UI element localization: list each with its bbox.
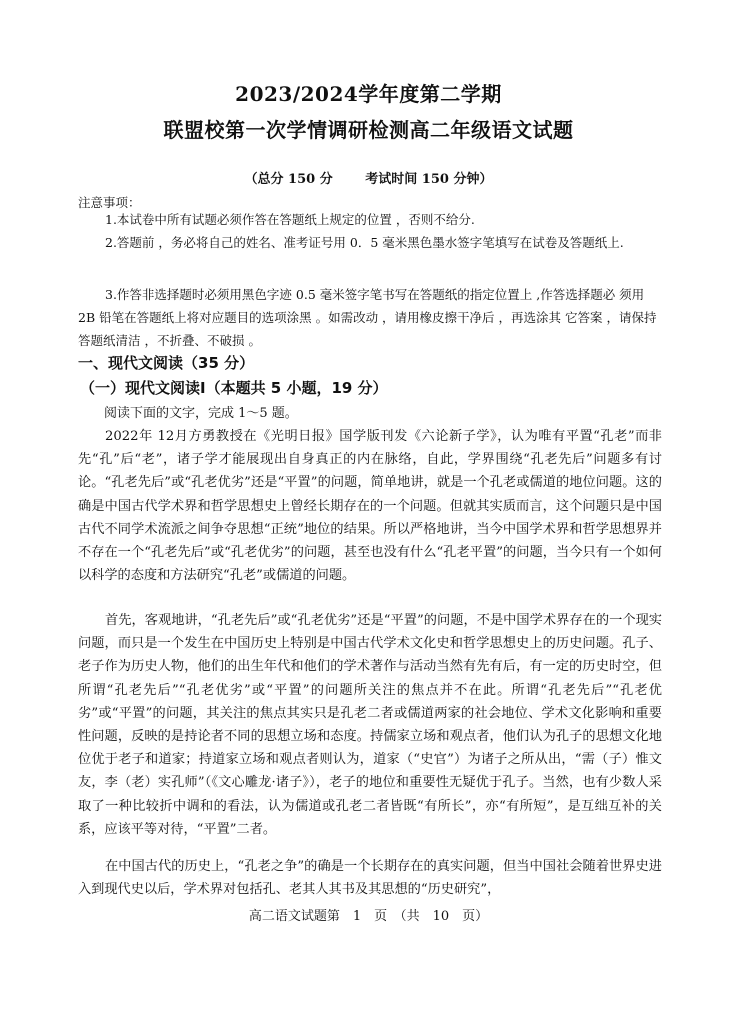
exam-title-line2: 联盟校第一次学情调研检测高二年级语文试题 xyxy=(163,118,574,142)
note-item: 3.作答非选择题时必须用黑色字迹 0.5 毫米签字笔书写在答题纸的指定位置上 ,作答选择题必 须用 2B 铅笔在答题纸上将对应题目的选项涂黑 。如需改动 ，请用橡皮擦干净后 ，再选涂其 它答案 ，请保持答题纸清洁 ，不折叠、不破损 。 xyxy=(78,287,657,348)
passage-paragraph: 2022年 12月方勇教授在《光明日报》国学版刊发《六论新子学》，认为唯有平置“孔老”而非先“孔”后“老”，诸子学才能展现出自身真正的内在脉络，自此，学界围绕“孔老先后”问题多有讨论。“孔老先后”或“孔老优劣”还是“平置”的问题，简单地讲，就是一个孔老或儒道的地位问题。这的确是中国古代学术界和哲学思想史上曾经长期存在的一个问题。但就其实质而言，这个问题只是中国古代不同学术流派之间争夺思想“正统”地位的结果。所以严格地讲，当今中国学术界和哲学思想界并不存在一个“孔老先后”或“孔老优劣”的问题，甚至也没有什么“孔老平置”的问题，当今只有一个如何以科学的态度和方法研究“孔老”或儒道的问题。 xyxy=(78,429,662,584)
passage-paragraph: 首先，客观地讲，“孔老先后”或“孔老优劣”还是“平置”的问题，不是中国学术界存在的一个现实问题，而只是一个发生在中国历史上特别是中国古代学术文化史和哲学思想史上的历史问题。孔子、老子作为历史人物，他们的出生年代和他们的学术著作与活动当然有先有后，有一定的历史时空，但所谓“孔老先后”“孔老优劣”或“平置”的问题所关注的焦点并不在此。所谓“孔老先后”“孔老优劣”或“平置”的问题，其关注的焦点其实只是孔老二者或儒道两家的社会地位、学术文化影响和重要性问题，反映的是持论者不同的思想立场和态度。持儒家立场和观点者，他们认为孔子的思想文化地位优于老子和道家；持道家立场和观点者则认为，道家（“史官”）为诸子之所从出，“需（子）惟文友，李（老）实孔师”（《文心雕龙·诸子》），老子的地位和重要性无疑优于孔子。当然，也有少数人采取了一种比较折中调和的看法，认为儒道或孔老二者皆既“有所长”，亦“有所短”，是互绌互补的关系，应该平等对待，“平置”二者。 xyxy=(78,613,662,837)
reading-instruction: 阅读下面的文字，完成 1～5 题。 xyxy=(104,406,298,421)
exam-title-line1: 2023/2024学年度第二学期 xyxy=(235,82,502,106)
subsection-title: （一）现代文阅读Ⅰ（本题共 5 小题，19 分） xyxy=(80,379,388,397)
total-score: （总分 150 分 xyxy=(244,172,333,187)
note-item: 2.答题前 ，务必将自己的姓名、准考证号用 0．5 毫米黑色墨水签字笔填写在试卷及答题纸上. xyxy=(105,235,624,250)
notes-heading: 注意事项： xyxy=(78,195,141,210)
score-time-info xyxy=(0,168,737,187)
page-footer: 高二语文试题第 1 页 （共 10 页） xyxy=(248,909,489,924)
note-item: 1.本试卷中所有试题必须作答在答题纸上规定的位置 ，否则不给分. xyxy=(105,212,475,227)
passage-paragraph: 在中国古代的历史上，“孔老之争”的确是一个长期存在的真实问题，但当中国社会随着世界史进入到现代史以后，学术界对包括孔、老其人其书及其思想的“历史研究”， xyxy=(78,859,662,898)
exam-time: 考试时间 150 分钟） xyxy=(365,172,493,187)
section-title: 一、现代文阅读（35 分） xyxy=(78,354,255,372)
